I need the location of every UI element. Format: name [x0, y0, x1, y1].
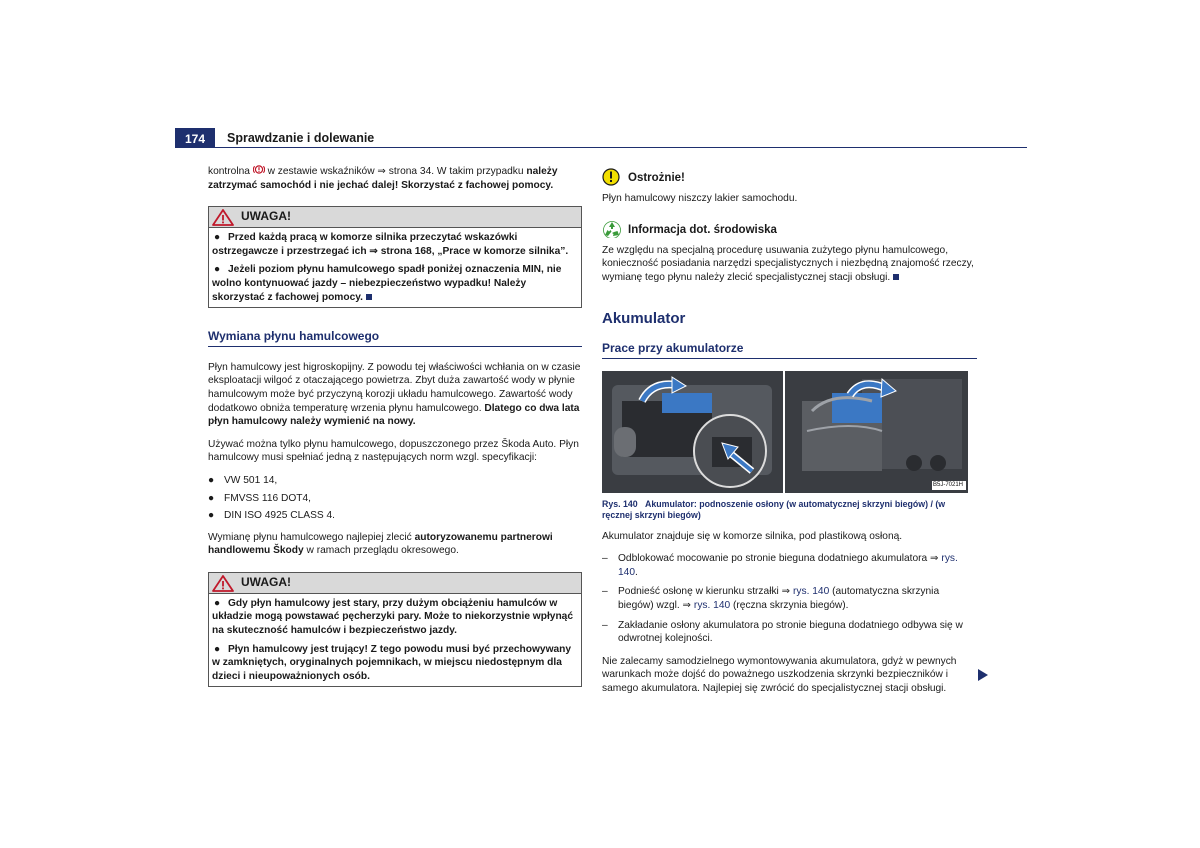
paragraph: Akumulator znajduje się w komorze silnika, pod plastikową osłoną. [602, 530, 903, 542]
next-page-arrow-icon [978, 668, 988, 686]
warning-title: UWAGA! [241, 574, 291, 589]
paragraph: Nie zalecamy samodzielnego wymontowywania akumulatora, gdyż w pewnych warunkach może dojść do poważnego uszkodzenia skrzynki bezpieczników i samego akumulatora. Najlepiej się zwrócić do specjalistycznej stacji obsługi. [602, 655, 957, 694]
warning-body [209, 594, 581, 687]
page-number: 174 [175, 128, 215, 148]
figure-code: B5J-7021H [933, 481, 964, 488]
warning-item: ● Gdy płyn hamulcowy jest stary, przy dużym obciążeniu hamulców w układzie mogą powstawać pęcherzyki pary. Może to niekorzystnie wpłynąć na skuteczność hamulców i bezpieczeństwo jazdy. [212, 597, 574, 637]
caution-text: Płyn hamulcowy niszczy lakier samochodu. [602, 193, 798, 204]
warning-item: ● Jeżeli poziom płynu hamulcowego spadł poniżej oznaczenia MIN, nie wolno kontynuować jazdy – niebezpieczeństwo wypadku! Należy skorzystać z fachowej pomocy. [212, 264, 562, 303]
paragraph: Wymianę płynu hamulcowego najlepiej zlecić autoryzowanemu partnerowi handlowemu Škody w ramach przeglądu okresowego. [208, 531, 553, 557]
caution-title: Ostrożnie! [628, 172, 685, 184]
warning-triangle-icon [212, 575, 234, 597]
chapter-heading: Akumulator [602, 310, 686, 328]
list-item: ● FMVSS 116 DOT4, [208, 492, 311, 504]
list-item: ● DIN ISO 4925 CLASS 4. [208, 510, 335, 522]
list-item: – Odblokować mocowanie po stronie bieguna dodatniego akumulatora ⇒ rys. 140. [602, 553, 958, 578]
section-heading: Wymiana płynu hamulcowego [208, 330, 582, 347]
environment-text: Ze względu na specjalną procedurę usuwania zużytego płynu hamulcowego, konieczność posiadania narzędzi specjalistycznych i niezbędną znajomość rzeczy, wymianę tego płynu należy zlecić specjalistycznej stacji obsługi. [602, 244, 974, 283]
environment-note [602, 220, 977, 240]
page-header [175, 128, 1027, 148]
figure-reference-link[interactable]: rys. 140 [793, 586, 830, 598]
header-rule [215, 147, 1027, 148]
paragraph: Używać można tylko płynu hamulcowego, dopuszczonego przez Škoda Auto. Płyn hamulcowy musi spełniać jedną z następujących norm wzgl. specyfikacji: [208, 438, 579, 464]
warning-item: ● Płyn hamulcowy jest trujący! Z tego powodu musi być przechowywany w zamkniętych, oryginalnych pojemnikach, w miejscu niedostępnym dla dzieci i nieupoważnionych osób. [212, 643, 572, 682]
spec-list [208, 474, 582, 523]
figure-reference-link[interactable]: rys. 140 [618, 553, 958, 578]
warning-body [209, 228, 581, 307]
intro-paragraph: kontrolna w zestawie wskaźników ⇒ strona 34. W takim przypadku należy zatrzymać samochód i nie jechać dalej! Skorzystać z fachowej pomocy. [208, 166, 558, 191]
figure-reference-link[interactable]: rys. 140 [693, 599, 731, 611]
list-item: – Podnieść osłonę w kierunku strzałki ⇒ rys. 140 (automatyczna skrzynia biegów) wzgl. ⇒ rys. 140 (ręczna skrzynia biegów). [602, 586, 940, 611]
warning-box-2 [208, 572, 582, 688]
battery-figure [602, 371, 968, 493]
running-title: Sprawdzanie i dolewanie [227, 131, 375, 145]
right-column [602, 168, 977, 705]
environment-title: Informacja dot. środowiska [628, 223, 777, 236]
figure-caption: Rys. 140 Akumulator: podnoszenie osłony (w automatycznej skrzyni biegów) / (w ręcznej skrzyni biegów) [602, 498, 946, 520]
section-heading: Prace przy akumulatorze [602, 342, 977, 359]
warning-title: UWAGA! [241, 209, 291, 224]
caution-note [602, 168, 977, 188]
brake-warning-lamp-icon [253, 166, 265, 177]
paragraph: Płyn hamulcowy jest higroskopijny. Z powodu tej właściwości wchłania on w czasie eksploatacji wilgoć z otaczającego powietrza. Zbyt duża zawartość wody w płynie hamulcowym może być przyczyną korozji układu hamulcowego. Zawartość wody dodatkowo obniża temperaturę wrzenia płynu hamulcowego. Dlatego co dwa lata płyn hamulcowy należy wymienić na nowy. [208, 361, 581, 428]
end-marker-icon [366, 294, 372, 300]
warning-item: ● Przed każdą pracą w komorze silnika przeczytać wskazówki ostrzegawcze i przestrzegać ich ⇒ strona 168, „Prace w komorze silnika”. [212, 232, 569, 257]
recycling-icon [602, 220, 622, 243]
warning-header [209, 207, 581, 228]
caution-icon [602, 168, 620, 191]
end-marker-icon [893, 274, 899, 280]
left-column [208, 164, 582, 697]
list-item: – Zakładanie osłony akumulatora po stronie bieguna dodatniego odbywa się w odwrotnej kolejności. [602, 619, 963, 645]
warning-box-1 [208, 206, 582, 308]
warning-triangle-icon [212, 209, 234, 231]
warning-header [209, 573, 581, 594]
list-item: ● VW 501 14, [208, 474, 278, 486]
steps-list [602, 552, 977, 646]
